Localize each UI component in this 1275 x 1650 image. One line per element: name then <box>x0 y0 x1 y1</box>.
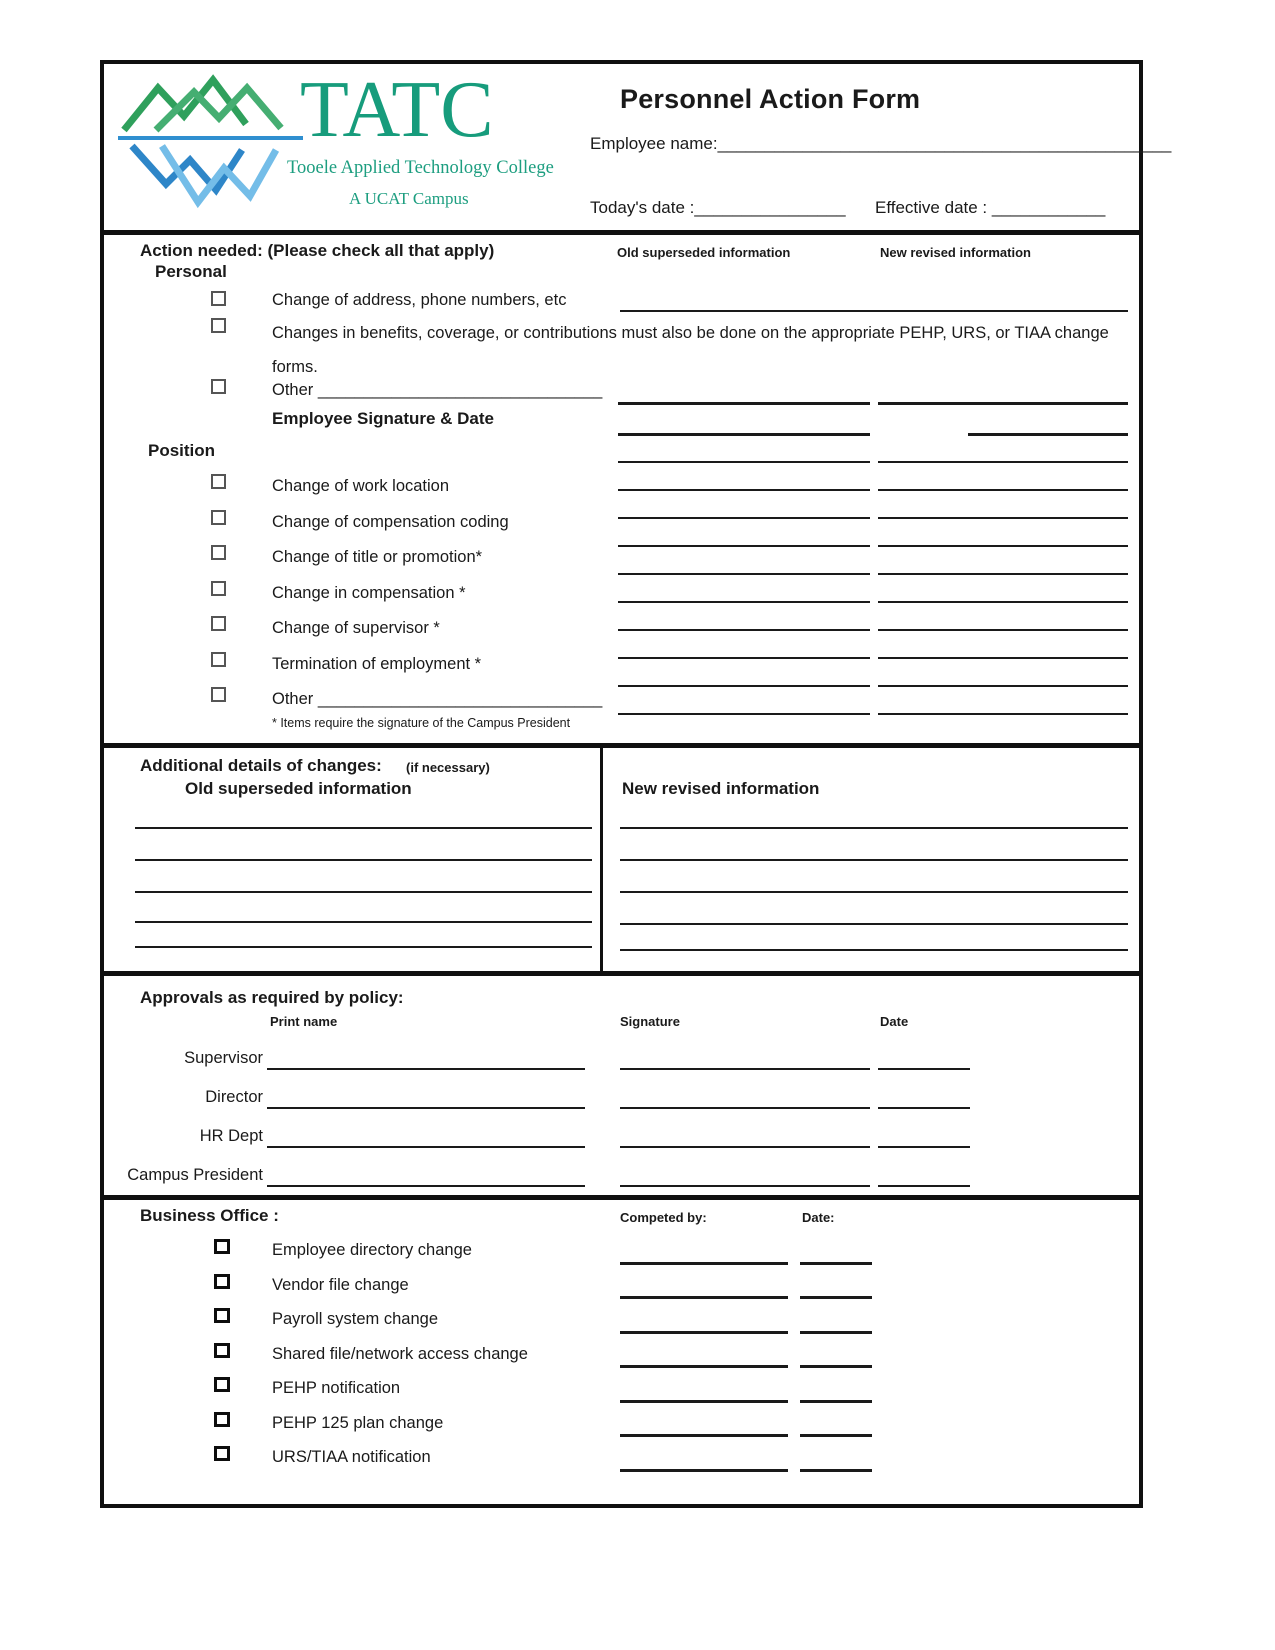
old-info-line <box>618 573 870 575</box>
label-pehp-125-plan: PEHP 125 plan change <box>272 1414 444 1432</box>
signature-line <box>620 1107 870 1109</box>
checkbox-work-location[interactable] <box>211 474 226 489</box>
label-payroll-system: Payroll system change <box>272 1310 438 1328</box>
col-old-superseded-header: Old superseded information <box>617 245 791 260</box>
todays-date-field[interactable]: Today's date :________________ <box>590 198 846 217</box>
label-other-position: Other _______________________________ <box>272 690 603 708</box>
new-info-line <box>878 657 1128 659</box>
details-col-new-header: New revised information <box>622 779 820 798</box>
new-info-line <box>968 433 1128 436</box>
completed-by-line <box>620 1434 788 1437</box>
date-line <box>800 1365 872 1368</box>
checkbox-compensation-coding[interactable] <box>211 510 226 525</box>
print-name-line <box>267 1068 585 1070</box>
position-heading: Position <box>148 441 216 460</box>
date-line <box>878 1185 970 1187</box>
employee-name-field[interactable]: Employee name:________________________________________________ <box>590 134 1172 153</box>
checkbox-change-supervisor[interactable] <box>211 616 226 631</box>
checkbox-shared-file-access[interactable] <box>214 1343 230 1358</box>
label-change-supervisor: Change of supervisor * <box>272 619 440 637</box>
blank-line <box>620 310 1128 312</box>
print-name-line <box>267 1185 585 1187</box>
form-title: Personnel Action Form <box>620 84 921 114</box>
approvals-col-signature-header: Signature <box>620 1014 680 1029</box>
date-line <box>800 1400 872 1403</box>
details-new-line <box>620 949 1128 951</box>
details-old-line <box>135 827 592 829</box>
old-info-line <box>618 629 870 631</box>
date-line <box>878 1068 970 1070</box>
label-change-compensation: Change in compensation * <box>272 584 466 602</box>
new-info-line <box>878 517 1128 519</box>
details-col-old-header: Old superseded information <box>185 779 412 798</box>
old-info-line <box>618 713 870 715</box>
new-info-line <box>878 489 1128 491</box>
new-info-line <box>878 601 1128 603</box>
completed-by-line <box>620 1262 788 1265</box>
date-line <box>800 1469 872 1472</box>
signature-line <box>620 1146 870 1148</box>
section-divider <box>102 971 1141 976</box>
new-info-line <box>878 461 1128 463</box>
print-name-line <box>267 1146 585 1148</box>
action-heading: Action needed: (Please check all that apply) <box>140 241 495 260</box>
label-employee-directory: Employee directory change <box>272 1241 472 1259</box>
new-info-line <box>878 573 1128 575</box>
details-column-divider <box>600 748 603 971</box>
new-info-line <box>878 402 1128 405</box>
new-info-line <box>878 713 1128 715</box>
checkbox-employee-directory[interactable] <box>214 1239 230 1254</box>
checkbox-change-address[interactable] <box>211 291 226 306</box>
print-name-line <box>267 1107 585 1109</box>
completed-by-line <box>620 1331 788 1334</box>
col-new-revised-header: New revised information <box>880 245 1031 260</box>
checkbox-payroll-system[interactable] <box>214 1308 230 1323</box>
details-new-line <box>620 859 1128 861</box>
old-info-line <box>618 402 870 405</box>
checkbox-termination[interactable] <box>211 652 226 667</box>
footnote: * Items require the signature of the Campus President <box>272 716 571 730</box>
tatc-logo-mountains-icon <box>118 66 303 221</box>
old-info-line <box>618 461 870 463</box>
label-benefits-changes: Changes in benefits, coverage, or contributions must also be done on the appropriate PEHP, URS, or TIAA change forms. <box>272 324 1109 376</box>
details-new-line <box>620 827 1128 829</box>
label-pehp-notification: PEHP notification <box>272 1379 401 1397</box>
business-col-date-header: Date: <box>802 1210 835 1225</box>
old-info-line <box>618 685 870 687</box>
date-line <box>878 1146 970 1148</box>
signature-line <box>620 1185 870 1187</box>
details-old-line <box>135 891 592 893</box>
details-new-line <box>620 891 1128 893</box>
details-heading: Additional details of changes: <box>140 756 382 775</box>
old-info-line <box>618 545 870 547</box>
date-line <box>800 1262 872 1265</box>
checkbox-benefits-changes[interactable] <box>211 318 226 333</box>
details-new-line <box>620 923 1128 925</box>
approval-row-label-hr-dept: HR Dept <box>199 1127 263 1145</box>
checkbox-title-promotion[interactable] <box>211 545 226 560</box>
date-line <box>800 1296 872 1299</box>
details-old-line <box>135 859 592 861</box>
old-info-line <box>618 517 870 519</box>
label-change-address: Change of address, phone numbers, etc <box>272 291 567 309</box>
logo-college-name: Tooele Applied Technology College <box>287 158 554 178</box>
label-termination: Termination of employment * <box>272 655 482 673</box>
old-info-line <box>618 601 870 603</box>
employee-signature-label: Employee Signature & Date <box>272 409 495 428</box>
new-info-line <box>878 545 1128 547</box>
details-heading-note: (if necessary) <box>406 760 490 775</box>
approvals-col-print-header: Print name <box>270 1014 338 1029</box>
label-other-personal: Other _______________________________ <box>272 381 603 399</box>
old-info-line <box>618 433 870 436</box>
approval-row-label-campus-president: Campus President <box>127 1166 263 1184</box>
business-col-completed-header: Competed by: <box>620 1210 707 1225</box>
completed-by-line <box>620 1400 788 1403</box>
new-info-line <box>878 629 1128 631</box>
label-urs-tiaa-notification: URS/TIAA notification <box>272 1448 431 1466</box>
label-title-promotion: Change of title or promotion* <box>272 548 483 566</box>
checkbox-vendor-file[interactable] <box>214 1274 230 1289</box>
section-divider <box>102 230 1141 235</box>
completed-by-line <box>620 1296 788 1299</box>
details-old-line <box>135 921 592 923</box>
effective-date-field[interactable]: Effective date : ____________ <box>875 198 1106 217</box>
label-shared-file-access: Shared file/network access change <box>272 1345 528 1363</box>
section-divider <box>102 1195 1141 1200</box>
approval-row-label-director: Director <box>205 1088 263 1106</box>
checkbox-pehp-notification[interactable] <box>214 1377 230 1392</box>
details-old-line <box>135 946 592 948</box>
business-office-heading: Business Office : <box>140 1206 279 1225</box>
old-info-line <box>618 489 870 491</box>
date-line <box>878 1107 970 1109</box>
label-vendor-file: Vendor file change <box>272 1276 409 1294</box>
label-compensation-coding: Change of compensation coding <box>272 513 509 531</box>
new-info-line <box>878 685 1128 687</box>
checkbox-pehp-125-plan[interactable] <box>214 1412 230 1427</box>
checkbox-other-position[interactable] <box>211 687 226 702</box>
label-work-location: Change of work location <box>272 477 450 495</box>
completed-by-line <box>620 1365 788 1368</box>
checkbox-urs-tiaa-notification[interactable] <box>214 1446 230 1461</box>
approvals-col-date-header: Date <box>880 1014 909 1029</box>
logo-campus-line: A UCAT Campus <box>349 189 469 208</box>
signature-line <box>620 1068 870 1070</box>
checkbox-change-compensation[interactable] <box>211 581 226 596</box>
approval-row-label-supervisor: Supervisor <box>184 1049 263 1067</box>
logo-acronym: TATC <box>300 66 494 154</box>
old-info-line <box>618 657 870 659</box>
approvals-heading: Approvals as required by policy: <box>140 988 404 1007</box>
completed-by-line <box>620 1469 788 1472</box>
section-divider <box>102 743 1141 748</box>
personal-heading: Personal <box>155 262 227 281</box>
date-line <box>800 1434 872 1437</box>
checkbox-other-personal[interactable] <box>211 379 226 394</box>
date-line <box>800 1331 872 1334</box>
